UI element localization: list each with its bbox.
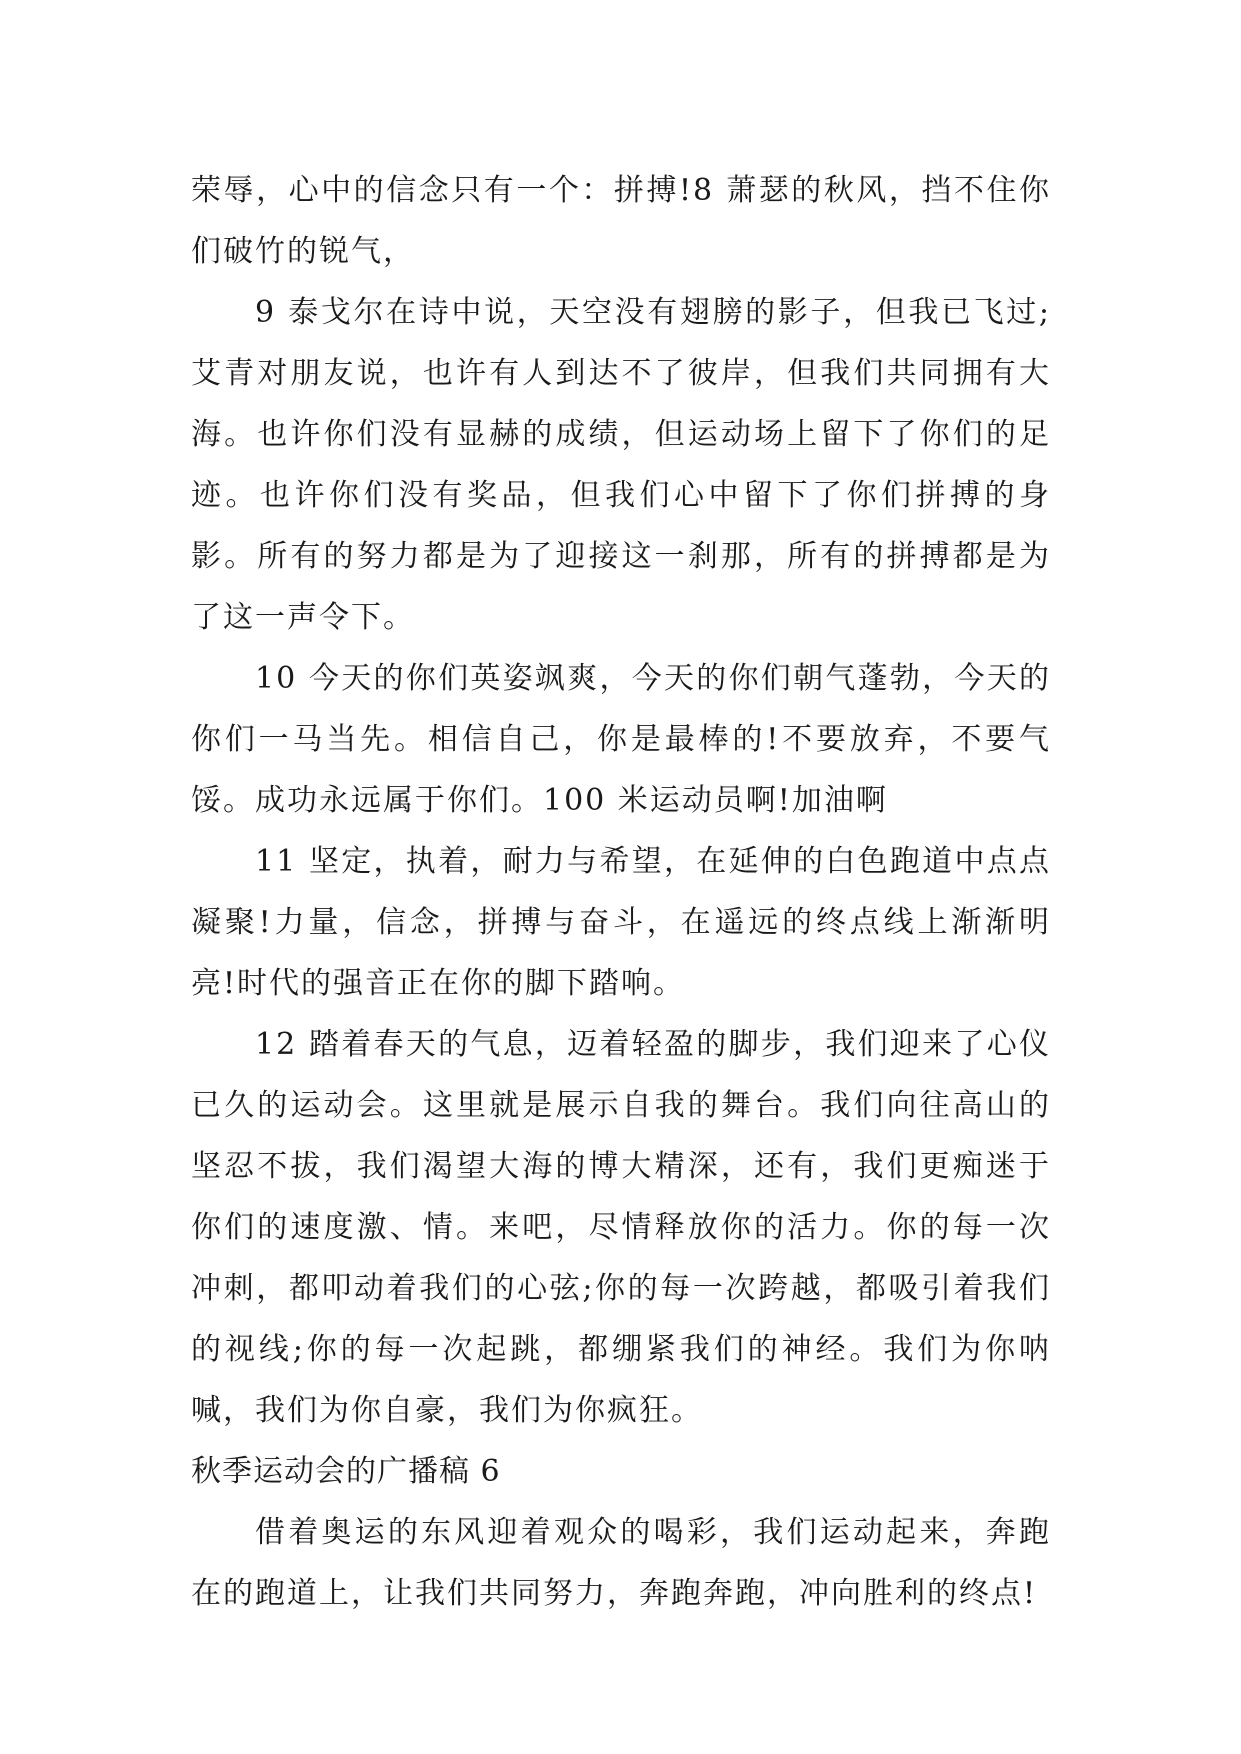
document-body — [191, 160, 1051, 1624]
paragraph-10: 10 今天的你们英姿飒爽，今天的你们朝气蓬勃，今天的你们一马当先。相信自己，你是最棒的!不要放弃，不要气馁。成功永远属于你们。100 米运动员啊!加油啊 — [191, 661, 1051, 818]
section-heading: 秋季运动会的广播稿 6 — [191, 1454, 501, 1489]
paragraph-11: 11 坚定，执着，耐力与希望，在延伸的白色跑道中点点凝聚!力量，信念，拼搏与奋斗，在遥远的终点线上渐渐明亮!时代的强音正在你的脚下踏响。 — [191, 844, 1051, 1001]
paragraph-9: 9 泰戈尔在诗中说，天空没有翅膀的影子，但我已飞过;艾青对朋友说，也许有人到达不了彼岸，但我们共同拥有大海。也许你们没有显赫的成绩，但运动场上留下了你们的足迹。也许你们没有奖品，但我们心中留下了你们拼搏的身影。所有的努力都是为了迎接这一刹那，所有的拼搏都是为了这一声令下。 — [191, 295, 1051, 635]
paragraph-final: 借着奥运的东风迎着观众的喝彩，我们运动起来，奔跑在的跑道上，让我们共同努力，奔跑奔跑，冲向胜利的终点! — [191, 1515, 1051, 1611]
paragraph-continued: 荣辱，心中的信念只有一个：拼搏!8 萧瑟的秋风，挡不住你们破竹的锐气， — [191, 173, 1051, 269]
paragraph-12: 12 踏着春天的气息，迈着轻盈的脚步，我们迎来了心仪已久的运动会。这里就是展示自我的舞台。我们向往高山的坚忍不拔，我们渴望大海的博大精深，还有，我们更痴迷于你们的速度激、情。来吧，尽情释放你的活力。你的每一次冲刺，都叩动着我们的心弦;你的每一次跨越，都吸引着我们的视线;你的每一次起跳，都绷紧我们的神经。我们为你呐喊，我们为你自豪，我们为你疯狂。 — [191, 1027, 1051, 1428]
